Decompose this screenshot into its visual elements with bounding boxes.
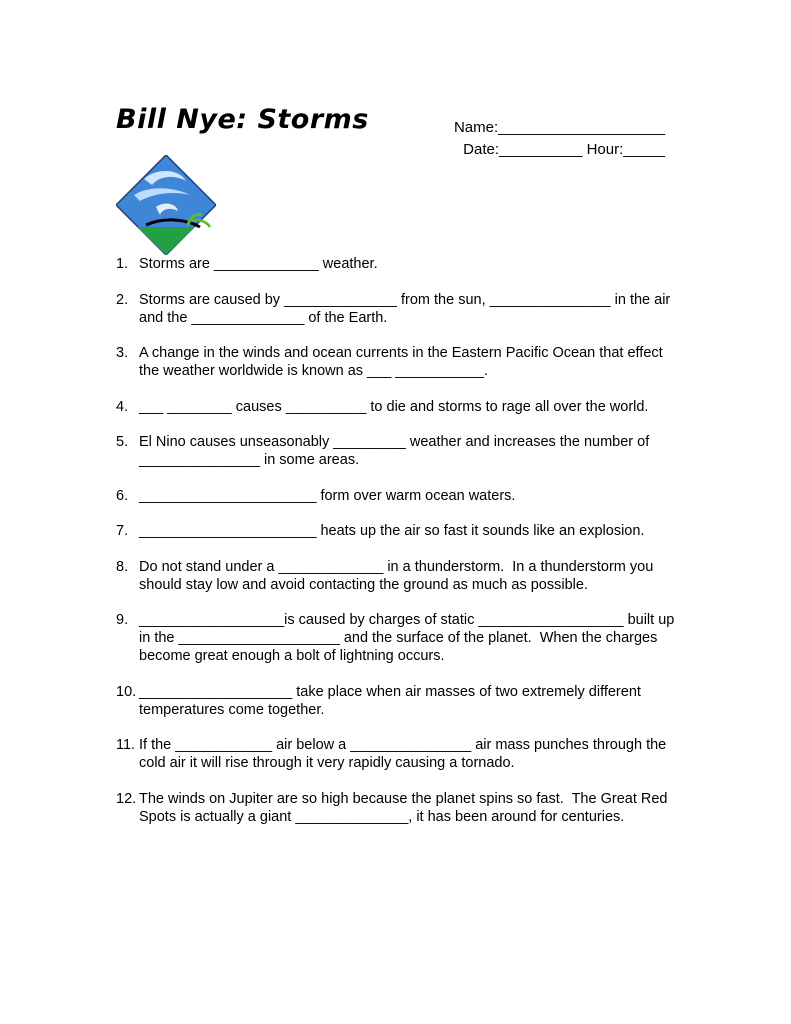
- question-number: 8.: [116, 558, 129, 575]
- question-text: ___________________ take place when air masses of two extremely different temperatures come together.: [139, 683, 645, 718]
- question-number: 10.: [116, 683, 137, 700]
- question-text: ______________________ form over warm ocean waters.: [139, 487, 516, 504]
- question-text: If the ____________ air below a _______________ air mass punches through the cold air it will rise through it very rapidly causing a tornado.: [139, 737, 671, 771]
- question-item: [116, 344, 686, 380]
- name-field[interactable]: Name:____________________: [453, 119, 665, 136]
- question-item: [116, 398, 686, 416]
- question-text: A change in the winds and ocean currents in the Eastern Pacific Ocean that effect the weather worldwide is known as ___ ___________.: [139, 345, 667, 379]
- question-item: [116, 255, 686, 273]
- question-number: 11.: [116, 737, 136, 753]
- question-number: 2.: [116, 291, 129, 308]
- question-item: [116, 790, 686, 826]
- question-number: 9.: [116, 612, 129, 628]
- question-text: Storms are _____________ weather.: [139, 256, 378, 272]
- question-list: [116, 255, 686, 843]
- question-item: [116, 522, 686, 540]
- question-text: Storms are caused by ______________ from the sun, _______________ in the air and the ______________ of the Earth.: [139, 291, 675, 326]
- question-item: [116, 291, 686, 327]
- question-item: [116, 558, 686, 594]
- question-text: __________________is caused by charges of static __________________ built up in the ____________________ and the surface of the planet. When the charges become great enough a bolt of lightning occurs.: [139, 612, 679, 664]
- storm-diamond-icon: [116, 155, 216, 255]
- question-number: 1.: [116, 256, 129, 272]
- worksheet-title: Bill Nye: Storms: [116, 104, 369, 135]
- question-number: 7.: [116, 523, 129, 539]
- date-hour-field[interactable]: Date:__________ Hour:_____: [463, 141, 665, 158]
- question-text: El Nino causes unseasonably _________ weather and increases the number of _______________ in some areas.: [139, 434, 654, 468]
- question-text: ___ ________ causes __________ to die and storms to rage all over the world.: [139, 398, 649, 415]
- student-info-fields: [420, 117, 665, 161]
- question-number: 12.: [116, 790, 137, 807]
- question-number: 4.: [116, 398, 129, 415]
- question-item: [116, 683, 686, 719]
- question-item: [116, 433, 686, 469]
- question-text: The winds on Jupiter are so high because the planet spins so fast. The Great Red Spots is actually a giant ______________, it has been around for centuries.: [139, 790, 672, 825]
- question-text: Do not stand under a _____________ in a thunderstorm. In a thunderstorm you should stay low and avoid contacting the ground as much as possible.: [139, 558, 658, 593]
- question-item: [116, 611, 686, 665]
- question-number: 3.: [116, 345, 129, 361]
- question-text: ______________________ heats up the air so fast it sounds like an explosion.: [139, 523, 645, 539]
- question-number: 6.: [116, 487, 129, 504]
- question-item: [116, 736, 686, 772]
- question-item: [116, 487, 686, 505]
- question-number: 5.: [116, 434, 129, 450]
